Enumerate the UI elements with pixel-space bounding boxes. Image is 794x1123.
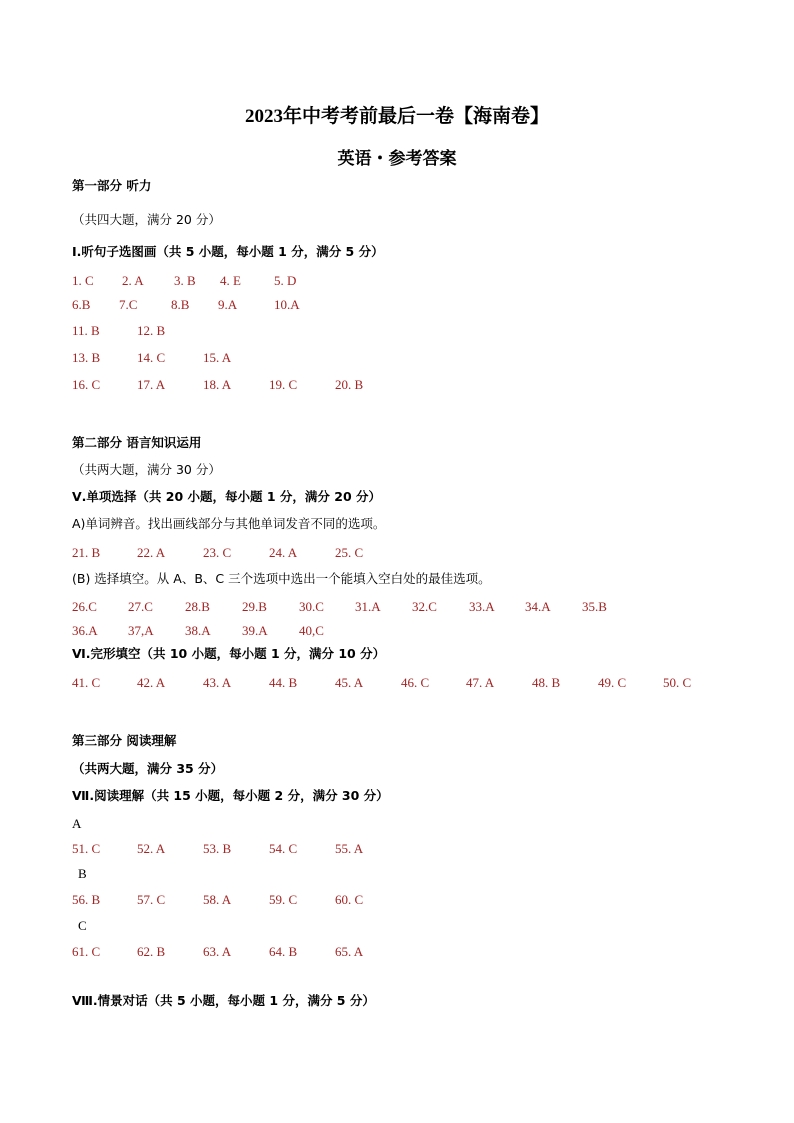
answer: 32.C (412, 599, 437, 614)
answer: 21. B (72, 545, 101, 560)
answer: 49. C (598, 675, 627, 690)
answer: 55. A (335, 841, 364, 856)
answer: 23. C (203, 545, 232, 560)
answer: 46. C (401, 675, 430, 690)
answer: 17. A (137, 377, 166, 392)
question-7-heading: Ⅶ.阅读理解（共 15 小题，每小题 2 分，满分 30 分） (72, 788, 389, 803)
question-8-heading: Ⅷ.情景对话（共 5 小题，每小题 1 分，满分 5 分） (72, 993, 375, 1008)
answer: 5. D (274, 273, 297, 288)
answer: 52. A (137, 841, 166, 856)
answer: 44. B (269, 675, 298, 690)
answer: 9.A (218, 297, 238, 312)
answer: 47. A (466, 675, 495, 690)
answer: 38.A (185, 623, 211, 638)
answer: 50. C (663, 675, 692, 690)
answer: 12. B (137, 323, 166, 338)
answer: 60. C (335, 892, 364, 907)
answer: 25. C (335, 545, 364, 560)
answer: 14. C (137, 350, 166, 365)
answer: 24. A (269, 545, 298, 560)
answer: 65. A (335, 944, 364, 959)
part1-note: （共四大题，满分 20 分） (72, 212, 221, 227)
question-1-heading: Ⅰ.听句子选图画（共 5 小题，每小题 1 分，满分 5 分） (72, 244, 384, 259)
answer: 31.A (355, 599, 381, 614)
part2-heading: 第二部分 语言知识运用 (72, 435, 202, 450)
answer: 41. C (72, 675, 101, 690)
answer: 33.A (469, 599, 495, 614)
answer: 58. A (203, 892, 232, 907)
answer: 15. A (203, 350, 232, 365)
page-title: 2023年中考考前最后一卷【海南卷】 (244, 106, 549, 127)
answer: 19. C (269, 377, 298, 392)
answer: 13. B (72, 350, 101, 365)
answer: 4. E (220, 273, 241, 288)
answer: 28.B (185, 599, 210, 614)
answer: 30.C (299, 599, 324, 614)
answer: 35.B (582, 599, 607, 614)
answer: 10.A (274, 297, 300, 312)
section-a-instruction: A)单词辨音。找出画线部分与其他单词发音不同的选项。 (72, 516, 386, 531)
part1-heading: 第一部分 听力 (72, 178, 152, 193)
answer: 48. B (532, 675, 561, 690)
answer: 37,A (128, 623, 154, 638)
answer: 53. B (203, 841, 232, 856)
answer: 18. A (203, 377, 232, 392)
answer: 40,C (299, 623, 324, 638)
answer: 39.A (242, 623, 268, 638)
answer: 22. A (137, 545, 166, 560)
passage-label-a: A (72, 816, 82, 831)
answer: 64. B (269, 944, 298, 959)
answer: 45. A (335, 675, 364, 690)
answer: 36.A (72, 623, 98, 638)
page-subtitle: 英语・参考答案 (337, 149, 457, 169)
answer: 1. C (72, 273, 94, 288)
answer: 59. C (269, 892, 298, 907)
answer: 3. B (174, 273, 196, 288)
answer: 27.C (128, 599, 153, 614)
answer: 20. B (335, 377, 364, 392)
answer: 26.C (72, 599, 97, 614)
answer: 34.A (525, 599, 551, 614)
answer: 11. B (72, 323, 100, 338)
answer: 63. A (203, 944, 232, 959)
answer: 62. B (137, 944, 166, 959)
part2-note: （共两大题，满分 30 分） (72, 462, 221, 477)
part3-note: （共两大题，满分 35 分） (72, 761, 224, 776)
answer: 51. C (72, 841, 101, 856)
passage-label-c: C (78, 918, 87, 933)
answer: 42. A (137, 675, 166, 690)
question-6-heading: Ⅵ.完形填空（共 10 小题，每小题 1 分，满分 10 分） (72, 646, 386, 661)
answer: 29.B (242, 599, 267, 614)
answer: 7.C (119, 297, 138, 312)
answer: 57. C (137, 892, 166, 907)
question-5-heading: Ⅴ.单项选择（共 20 小题，每小题 1 分，满分 20 分） (72, 489, 382, 504)
answer: 8.B (171, 297, 190, 312)
answer: 2. A (122, 273, 144, 288)
answer: 61. C (72, 944, 101, 959)
answer: 54. C (269, 841, 298, 856)
answer: 6.B (72, 297, 91, 312)
answer: 43. A (203, 675, 232, 690)
part3-heading: 第三部分 阅读理解 (72, 733, 177, 748)
answer: 56. B (72, 892, 101, 907)
passage-label-b: B (78, 866, 87, 881)
answer: 16. C (72, 377, 101, 392)
section-b-instruction: (B) 选择填空。从 A、B、C 三个选项中选出一个能填入空白处的最佳选项。 (72, 571, 491, 586)
